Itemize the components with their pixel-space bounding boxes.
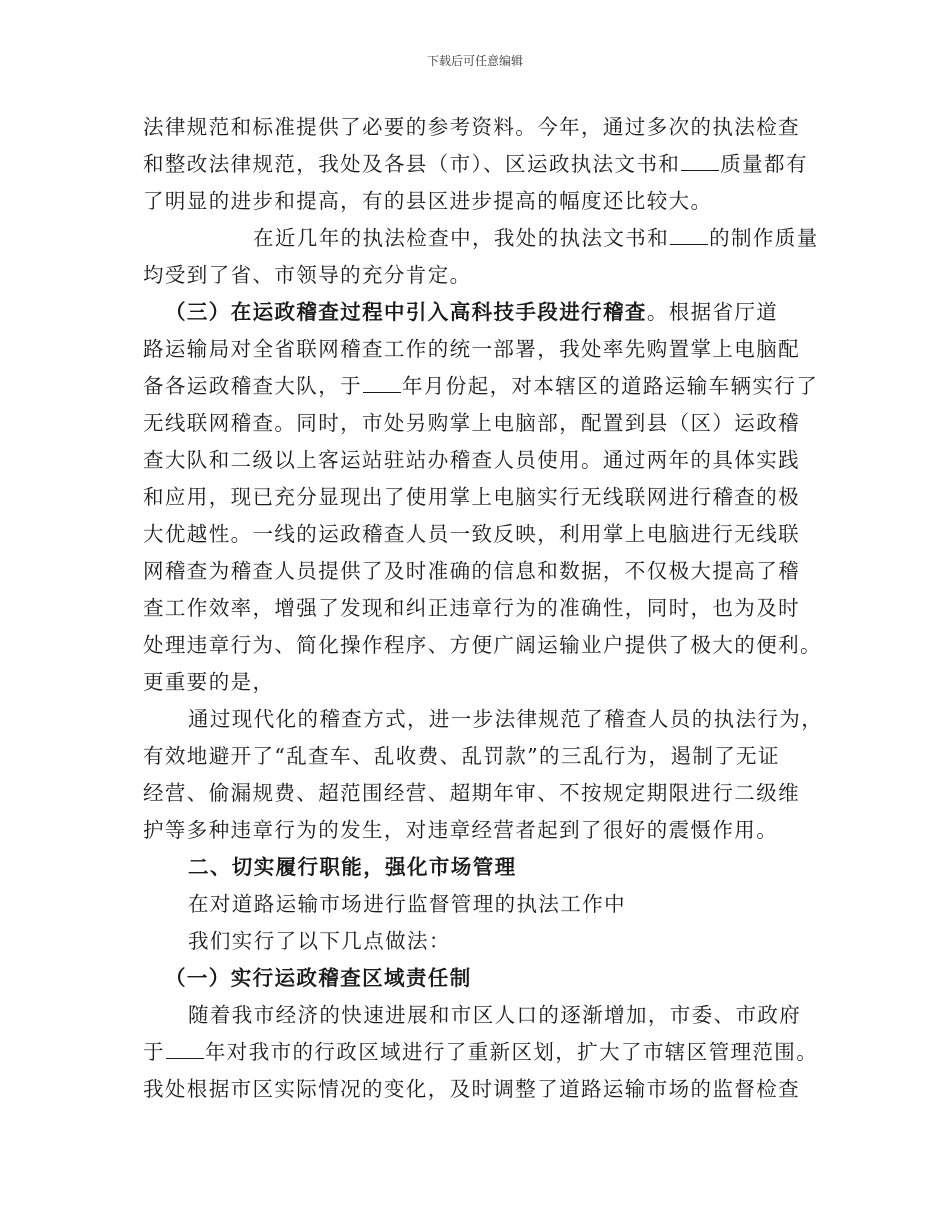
text-segment: 均受到了省、市领导的充分肯定。 [143,263,472,287]
text-line [188,890,878,918]
text-segment: 的制作质量 [709,226,819,250]
text-line [188,1001,878,1029]
section-heading-inline [165,298,855,326]
text-segment: 和应用，现已充分显现出了使用掌上电脑实行无线联网进行稽查的极 [143,485,800,509]
subsection-heading [165,964,855,992]
text-segment: 有效地避开了“乱查车、乱收费、乱罚款”的三乱行为，遏制了无证 [143,744,780,768]
text-segment: 在近几年的执法检查中，我处的执法文书和 [253,226,670,250]
text-segment: 无线联网稽查。同时，市处另购掌上电脑部，配置到县（区）运政稽 [143,411,800,435]
text-segment: 路运输局对全省联网稽查工作的统一部署，我处率先购置掌上电脑配 [143,337,800,361]
text-segment: 查大队和二级以上客运站驻站办稽查人员使用。通过两年的具体实践 [143,448,800,472]
text-line [253,224,943,252]
text-segment: 。根据省厅道 [646,300,779,324]
fill-in-blank [363,374,401,393]
text-line [143,520,833,548]
text-segment: 处理违章行为、简化操作程序、方便广阔运输业户提供了极大的便利。 [143,633,822,657]
fill-in-blank [166,1040,204,1059]
text-segment: 经营、偷漏规费、超范围经营、超期年审、不按规定期限进行二级维 [143,781,800,805]
bold-text-segment: （三）在运政稽查过程中引入高科技手段进行稽查 [165,300,647,324]
text-line [143,483,833,511]
text-segment: 法律规范和标准提供了必要的参考资料。今年，通过多次的执法检查 [143,115,800,139]
text-segment: 我们实行了以下几点做法： [188,929,451,953]
text-line [143,446,833,474]
text-line [143,1038,833,1066]
text-segment: 质量都有 [720,152,808,176]
section-heading [188,853,878,881]
bold-text-segment: 二、切实履行职能，强化市场管理 [188,855,517,879]
text-segment: 和整改法律规范，我处及各县（市）、区运政执法文书和 [143,152,681,176]
text-line [143,668,833,696]
text-line [143,631,833,659]
text-line [143,113,833,141]
page-header: 下载后可任意编辑 [426,54,523,68]
text-segment: 于 [143,1040,165,1064]
bold-text-segment: （一）实行运政稽查区域责任制 [165,966,472,990]
text-line [143,409,833,437]
text-segment: 网稽查为稽查人员提供了及时准确的信息和数据，不仅极大提高了稽 [143,559,800,583]
text-segment: 通过现代化的稽查方式，进一步法律规范了稽查人员的执法行为， [188,707,824,731]
text-segment: 在对道路运输市场进行监督管理的执法工作中 [188,892,626,916]
text-segment: 备各运政稽查大队，于 [143,374,362,398]
text-line [143,187,833,215]
text-segment: 年月份起，对本辖区的道路运输车辆实行了 [402,374,819,398]
text-line [143,1075,833,1103]
text-line [143,335,833,363]
text-segment: 更重要的是， [143,670,275,694]
text-segment: 护等多种违章行为的发生，对违章经营者起到了很好的震慑作用。 [143,818,779,842]
text-line [188,927,878,955]
text-line [143,742,833,770]
text-line [143,150,833,178]
text-line [188,705,878,733]
text-line [143,557,833,585]
text-line [143,261,833,289]
fill-in-blank [670,226,708,245]
text-segment: 随着我市经济的快速进展和市区人口的逐渐增加，市委、市政府 [188,1003,802,1027]
text-segment: 查工作效率，增强了发现和纠正违章行为的准确性，同时，也为及时 [143,596,800,620]
text-line [143,594,833,622]
text-line [143,372,833,400]
fill-in-blank [681,152,719,171]
text-segment: 了明显的进步和提高，有的县区进步提高的幅度还比较大。 [143,189,713,213]
text-segment: 我处根据市区实际情况的变化，及时调整了道路运输市场的监督检查 [143,1077,800,1101]
text-line [143,779,833,807]
text-segment: 大优越性。一线的运政稽查人员一致反映，利用掌上电脑进行无线联 [143,522,800,546]
text-segment: 年对我市的行政区域进行了重新区划，扩大了市辖区管理范围。 [204,1040,819,1064]
text-line [143,816,833,844]
